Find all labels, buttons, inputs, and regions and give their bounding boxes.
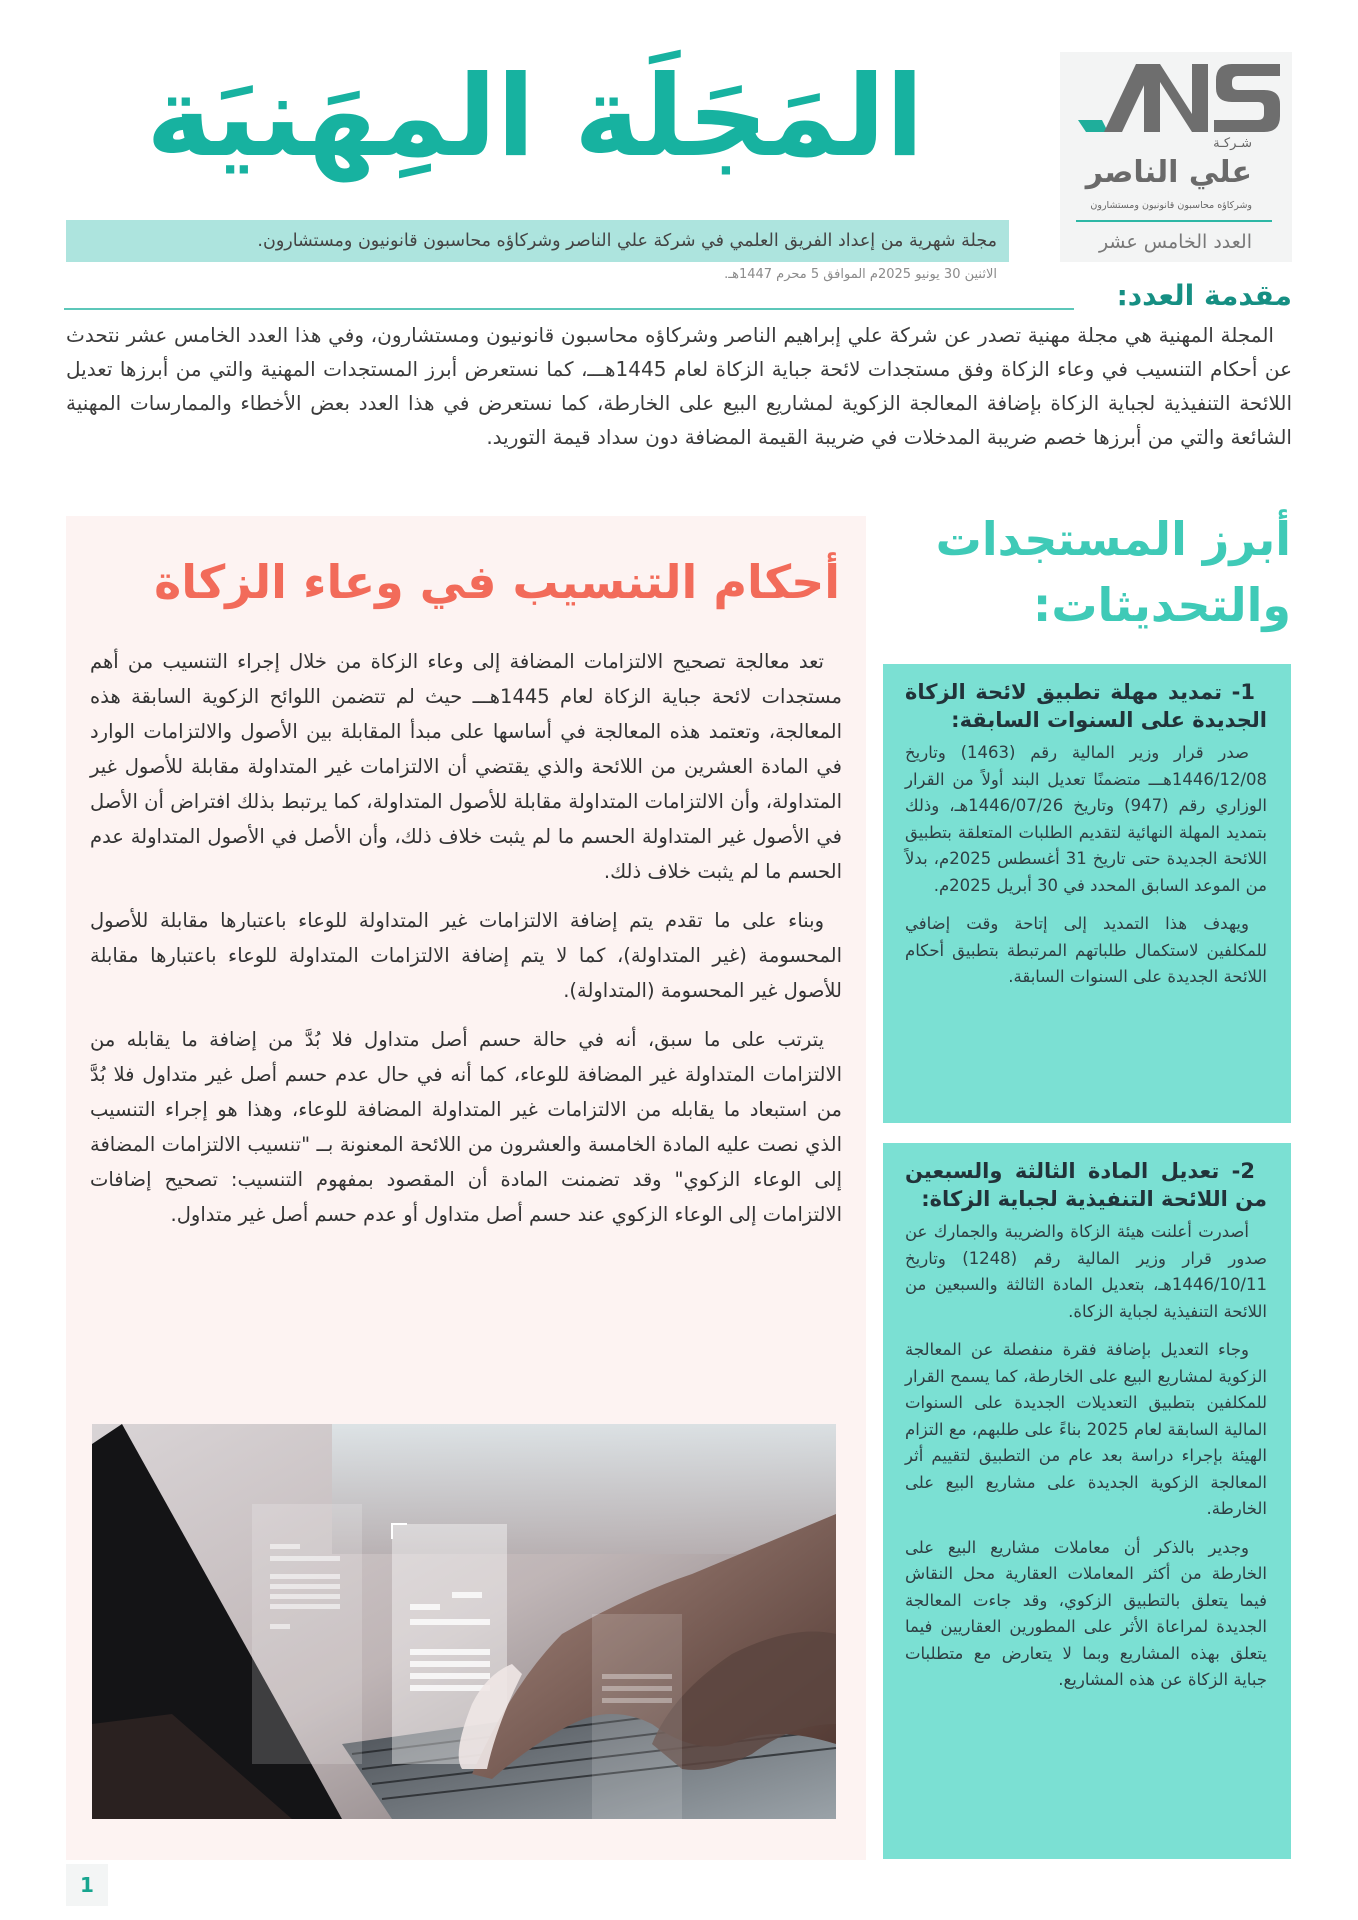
- article-paragraph: يترتب على ما سبق، أنه في حالة حسم أصل متداول فلا بُدَّ من إضافة ما يقابله من الالتزامات المتداولة غير المضافة للوعاء، كما أنه في حال عدم حسم أصل غير متداول فلا بُدَّ من استبعاد ما يقابله من الالتزامات غير المتداولة المضافة للوعاء، وهذا هو إجراء التنسيب الذي نصت عليه المادة الخامسة والعشرون من اللائحة المعنونة بــ "تنسيب الالتزامات المضافة إلى الوعاء الزكوي" وقد تضمنت المادة أن المقصود بمفهوم التنسيب: تصحيح إضافات الالتزامات إلى الوعاء الزكوي عند حسم أصل متداول أو عدم حسم أصل غير متداول.: [90, 1028, 842, 1226]
- article-paragraph: وبناء على ما تقدم يتم إضافة الالتزامات غير المتداولة للوعاء باعتبارها مقابلة للأصول المحسومة (غير المتداولة)، كما لا يتم إضافة الالتزامات المتداولة للوعاء باعتبارها مقابلة للأصول غير المحسومة (المتداولة).: [90, 909, 842, 1002]
- update-paragraph: صدر قرار وزير المالية رقم (1463) وتاريخ 1446/12/08هـــ متضمنًا تعديل البند أولاً من القرار الوزاري رقم (947) وتاريخ 1446/07/26هـ، وذلك بتمديد المهلة النهائية لتقديم الطلبات المتعلقة بتطبيق اللائحة الجديدة حتى تاريخ 31 أغسطس 2025م، بدلاً من الموعد السابق المحدد في 30 أبريل 2025م.: [905, 743, 1267, 895]
- company-logo: [1060, 52, 1292, 262]
- intro-divider: [64, 308, 1074, 310]
- update-item: [883, 664, 1291, 1123]
- update-heading: 2- تعديل المادة الثالثة والسبعين من اللائحة التنفيذية لجباية الزكاة:: [905, 1159, 1267, 1211]
- subtitle-band: مجلة شهرية من إعداد الفريق العلمي في شركة علي الناصر وشركاؤه محاسبون قانونيون ومستشارون.: [66, 220, 1009, 262]
- update-paragraph: أصدرت أعلنت هيئة الزكاة والضريبة والجمارك عن صدور قرار وزير المالية رقم (1248) وتاريخ 1446/10/11هـ، بتعديل المادة الثالثة والسبعين من اللائحة التنفيذية لجباية الزكاة.: [905, 1222, 1268, 1321]
- magazine-title: المَجَلَة المِهَنيَة: [146, 52, 924, 182]
- update-paragraph: وجدير بالذكر أن معاملات مشاريع البيع على الخارطة من أكثر المعاملات العقارية محل النقاش فيما يتعلق بالتطبيق الزكوي، وقد جاءت المعالجة الجديدة لمراعاة الأثر على المطورين العقاريين فيما يتعلق بهذه المشاريع وبما لا يتعارض مع متطلبات جباية الزكاة عن هذه المشاريع.: [905, 1537, 1267, 1689]
- issue-date: الاثنين 30 يونيو 2025م الموافق 5 محرم 1447هـ.: [724, 267, 997, 282]
- article-body: [90, 644, 842, 1246]
- logo-divider: [1076, 220, 1272, 222]
- logo-company-word: شـركـة: [1213, 136, 1252, 151]
- main-article: [66, 516, 866, 1860]
- ans-logo-mark-icon: [1074, 58, 1284, 136]
- intro-paragraph: المجلة المهنية هي مجلة مهنية تصدر عن شركة علي إبراهيم الناصر وشركاؤه محاسبون قانونيون ومستشارون، وفي هذا العدد الخامس عشر نتحدث عن أحكام التنسيب في وعاء الزكاة وفق مستجدات لائحة جباية الزكاة لعام 1445هـــ، كما نستعرض أبرز المستجدات المهنية والتي من أبرزها تعديل اللائحة التنفيذية لجباية الزكاة بإضافة المعالجة الزكوية لمشاريع البيع على الخارطة، كما نستعرض في هذا العدد بعض الأخطاء والممارسات المهنية الشائعة والتي من أبرزها خصم ضريبة المدخلات في ضريبة القيمة المضافة دون سداد قيمة التوريد.: [66, 323, 1293, 449]
- issue-label: العدد الخامس عشر: [1098, 231, 1252, 253]
- logo-company-name: علي الناصر: [1085, 155, 1252, 190]
- update-heading: 1- تمديد مهلة تطبيق لائحة الزكاة الجديدة على السنوات السابقة:: [905, 680, 1267, 732]
- update-paragraph: ويهدف هذا التمديد إلى إتاحة وقت إضافي للمكلفين لاستكمال طلباتهم المرتبطة بتطبيق أحكام اللائحة الجديدة على السنوات السابقة.: [905, 914, 1267, 986]
- article-title: أحكام التنسيب في وعاء الزكاة: [154, 555, 840, 609]
- intro-heading: مقدمة العدد:: [1116, 279, 1292, 312]
- article-paragraph: تعد معالجة تصحيح الالتزامات المضافة إلى وعاء الزكاة من خلال إجراء التنسيب من أهم مستجدات لائحة جباية الزكاة لعام 1445هـــ حيث لم تتضمن اللوائح الزكوية السابقة هذه المعالجة، وتعتمد هذه المعالجة في أساسها على مبدأ المقابلة بين الأصول والالتزامات الوارد في المادة العشرين من اللائحة والذي يقتضي أن الالتزامات غير المتداولة مقابلة للأصول غير المتداولة، وأن الالتزامات المتداولة مقابلة للأصول المتداولة، كما يرتبط بذلك افتراض أن الأصل في الأصول غير المتداولة الحسم ما لم يثبت خلاف ذلك، وأن الأصل في الأصول المتداولة عدم الحسم ما لم يثبت خلاف ذلك.: [90, 650, 843, 883]
- logo-tagline: وشركاؤه محاسبون قانونيون ومستشارون: [1090, 200, 1252, 211]
- update-paragraph: وجاء التعديل بإضافة فقرة منفصلة عن المعالجة الزكوية لمشاريع البيع على الخارطة، كما يسمح القرار للمكلفين بتطبيق التعديلات الجديدة على السنوات المالية السابقة لعام 2025 بناءً على طلبهم، مع التزام الهيئة بإجراء دراسة بعد عام من التطبيق لتقييم أثر المعالجة الزكوية الجديدة على مشاريع البيع على الخارطة.: [905, 1340, 1267, 1518]
- laptop-hand-documents-photo-icon: [92, 1424, 836, 1819]
- update-item: [883, 1143, 1291, 1859]
- updates-heading: أبرز المستجدات والتحديثات:: [935, 512, 1291, 632]
- page-number: 1: [66, 1864, 108, 1906]
